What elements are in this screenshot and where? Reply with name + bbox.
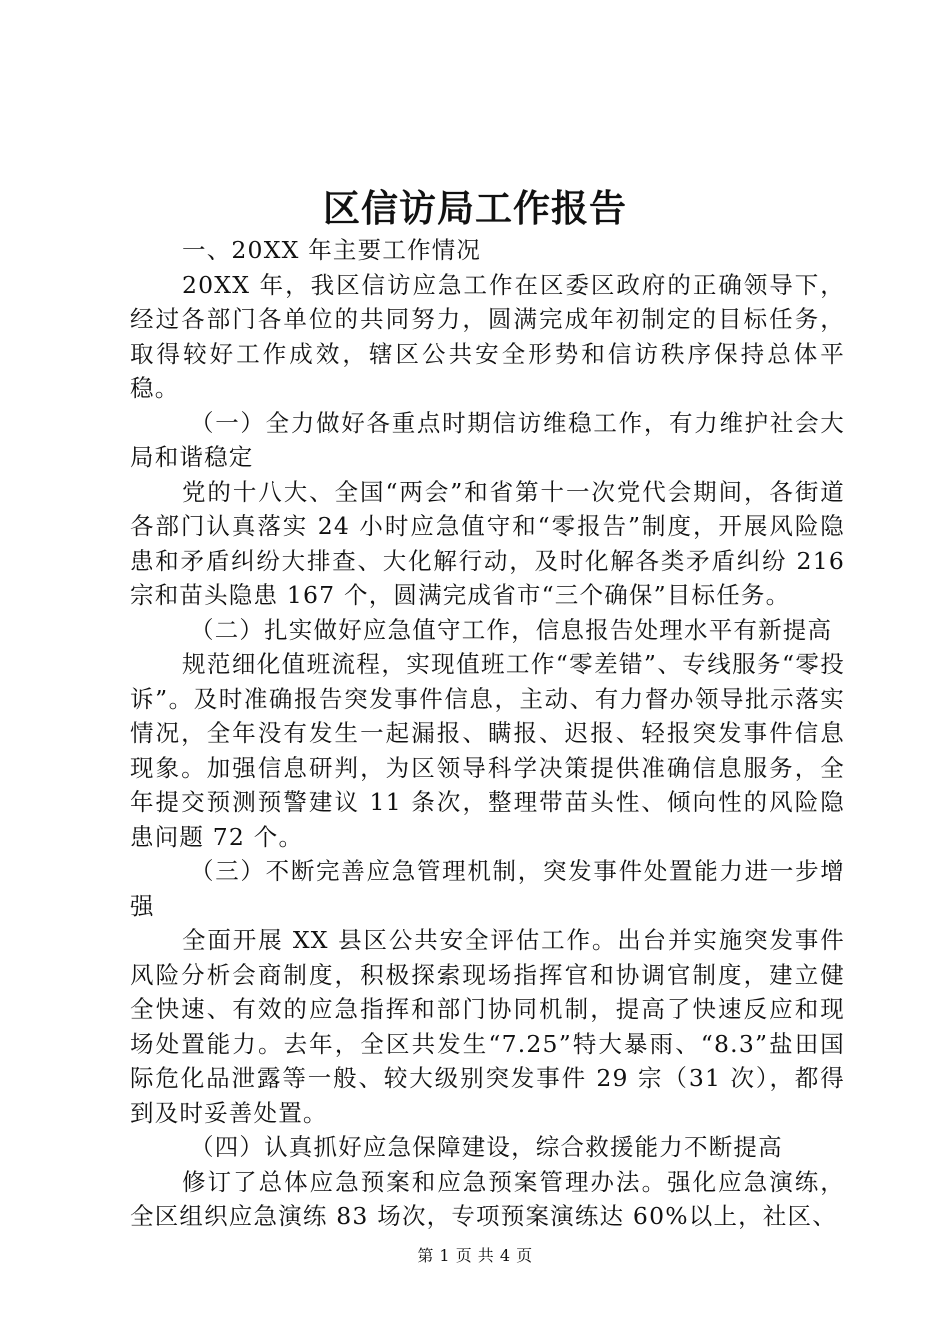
- body-paragraph: 全面开展 XX 县区公共安全评估工作。出台并实施突发事件风险分析会商制度，积极探索现场指挥官和协调官制度，建立健全快速、有效的应急指挥和部门协同机制，提高了快速反应和现场处置能力。去年，全区共发生“7.25”特大暴雨、“8.3”盐田国际危化品泄露等一般、较大级别突发事件 29 宗（31 次），都得到及时妥善处置。: [130, 926, 845, 1127]
- section-heading: 一、20XX 年主要工作情况: [182, 236, 482, 264]
- subsection-heading: （二）扎实做好应急值守工作，信息报告处理水平有新提高: [190, 615, 833, 644]
- document-body: [130, 233, 845, 1234]
- body-paragraph: 党的十八大、全国“两会”和省第十一次党代会期间，各街道各部门认真落实 24 小时应急值守和“零报告”制度，开展风险隐患和矛盾纠纷大排查、大化解行动，及时化解各类矛盾纠纷 216 宗和苗头隐患 167 个，圆满完成省市“三个确保”目标任务。: [130, 477, 845, 609]
- page-number-footer: 第 1 页 共 4 页: [417, 1246, 533, 1265]
- body-paragraph: 规范细化值班流程，实现值班工作“零差错”、专线服务“零投诉”。及时准确报告突发事件信息，主动、有力督办领导批示落实情况，全年没有发生一起漏报、瞒报、迟报、轻报突发事件信息现象。加强信息研判，为区领导科学决策提供准确信息服务，全年提交预测预警建议 11 条次，整理带苗头性、倾向性的风险隐患问题 72 个。: [130, 650, 845, 851]
- subsection-heading: （四）认真抓好应急保障建设，综合救援能力不断提高: [190, 1133, 783, 1161]
- document-title: 区信访局工作报告: [323, 186, 627, 230]
- subsection-heading: （三）不断完善应急管理机制，突发事件处置能力进一步增强: [130, 857, 845, 920]
- body-paragraph: 修订了总体应急预案和应急预案管理办法。强化应急演练，全区组织应急演练 83 场次，专项预案演练达 60%以上，社区、: [130, 1167, 845, 1230]
- subsection-heading: （一）全力做好各重点时期信访维稳工作，有力维护社会大局和谐稳定: [130, 408, 845, 471]
- body-paragraph: 20XX 年，我区信访应急工作在区委区政府的正确领导下，经过各部门各单位的共同努力，圆满完成年初制定的目标任务，取得较好工作成效，辖区公共安全形势和信访秩序保持总体平稳。: [130, 270, 845, 402]
